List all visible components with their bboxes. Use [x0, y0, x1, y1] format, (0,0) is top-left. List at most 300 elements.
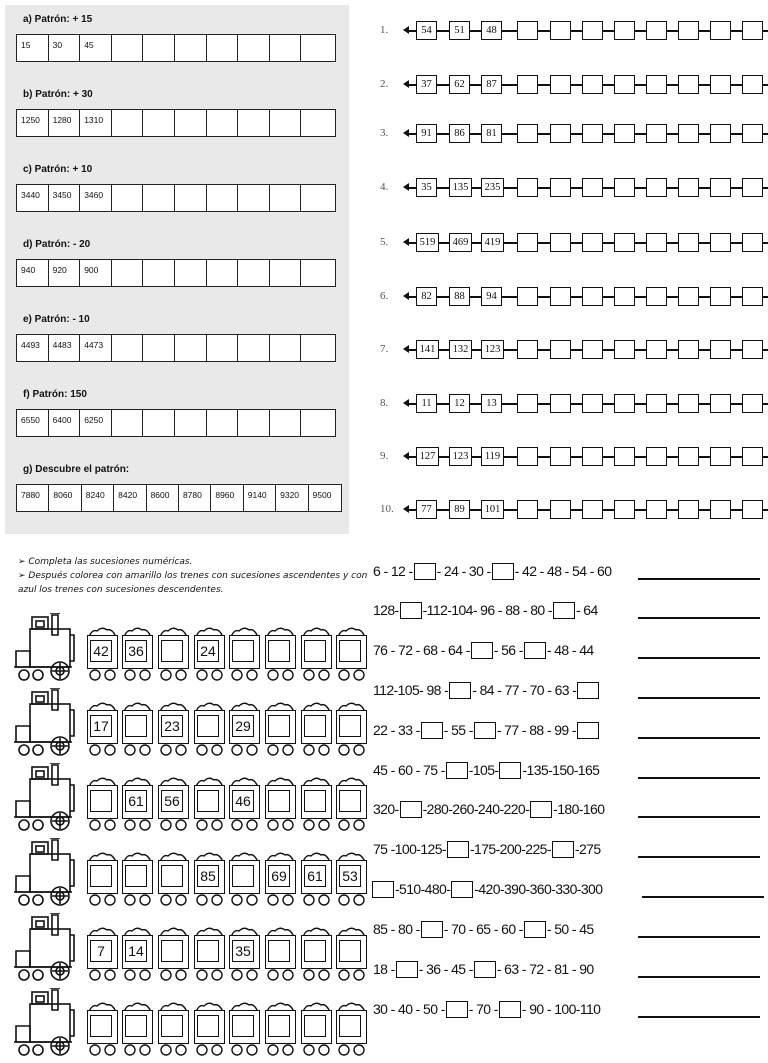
wagon-wheels-icon: [336, 1043, 367, 1055]
sequence-blank-box[interactable]: [446, 762, 468, 779]
number-line-blank[interactable]: [710, 500, 731, 519]
pattern-blank-cell[interactable]: [207, 185, 239, 211]
wagon-wheels-icon: [87, 893, 118, 905]
pattern-value: 30: [49, 35, 81, 61]
pattern-blank-cell[interactable]: [175, 35, 207, 61]
pattern-blank-cell[interactable]: [270, 260, 302, 286]
number-line-blank[interactable]: [614, 287, 635, 306]
number-line-blank[interactable]: [710, 75, 731, 94]
sequence-text: 320-: [373, 801, 399, 817]
sequence-blank-box[interactable]: [421, 921, 443, 938]
train-wagon: [122, 635, 153, 669]
number-line-blank[interactable]: [742, 340, 763, 359]
number-line-blank[interactable]: [710, 124, 731, 143]
wagon-blank[interactable]: [90, 1015, 112, 1037]
number-line-blank[interactable]: [582, 394, 603, 413]
sequence-blank-box[interactable]: [530, 801, 552, 818]
sequence-text: 76 - 72 - 68 - 64 -: [373, 642, 470, 658]
number-line-blank[interactable]: [678, 287, 699, 306]
number-line-blank[interactable]: [550, 447, 571, 466]
wagon-blank[interactable]: [197, 1015, 219, 1037]
pattern-blank-cell[interactable]: [112, 35, 144, 61]
number-line-blank[interactable]: [678, 124, 699, 143]
number-line-blank[interactable]: [614, 21, 635, 40]
pattern-value: 6550: [17, 410, 49, 436]
sequence-row: [373, 678, 600, 702]
number-line-blank[interactable]: [582, 178, 603, 197]
pattern-value: 4493: [17, 335, 49, 361]
pattern-blank-cell[interactable]: [143, 185, 175, 211]
sequence-blank-box[interactable]: [372, 881, 394, 898]
locomotive-icon: [12, 763, 76, 833]
number-line-blank[interactable]: [710, 287, 731, 306]
number-line-blank[interactable]: [582, 75, 603, 94]
pattern-blank-cell[interactable]: [175, 110, 207, 136]
sequence-blank-box[interactable]: [449, 682, 471, 699]
pattern-blank-cell[interactable]: [175, 335, 207, 361]
pattern-blank-cell[interactable]: [301, 185, 333, 211]
wagon-blank[interactable]: [125, 865, 147, 887]
answer-line[interactable]: [638, 737, 760, 739]
number-line: [370, 231, 750, 255]
sequence-text: - 77 - 88 - 99 -: [496, 722, 576, 738]
sequence-text: - 63 - 72 - 81 - 90: [496, 961, 594, 977]
answer-line[interactable]: [638, 697, 760, 699]
number-line-blank[interactable]: [710, 447, 731, 466]
number-line-blank[interactable]: [678, 500, 699, 519]
wagon-wheels-icon: [336, 743, 367, 755]
number-line-blank[interactable]: [582, 287, 603, 306]
pattern-blank-cell[interactable]: [238, 185, 270, 211]
pattern-blank-cell[interactable]: [207, 110, 239, 136]
pattern-blank-cell[interactable]: [301, 110, 333, 136]
arrow-left-icon: [403, 26, 409, 34]
answer-line[interactable]: [638, 578, 760, 580]
wagon-wheels-icon: [158, 968, 189, 980]
train-wagon: [265, 635, 296, 669]
number-line-blank[interactable]: [550, 124, 571, 143]
number-line-blank[interactable]: [646, 340, 667, 359]
train: [12, 763, 358, 833]
pattern-blank-cell[interactable]: [270, 185, 302, 211]
wagon-number: 35: [232, 940, 254, 962]
pattern-blank-cell[interactable]: [207, 260, 239, 286]
answer-line[interactable]: [638, 777, 760, 779]
wagon-blank[interactable]: [304, 1015, 326, 1037]
sequence-blank-box[interactable]: [451, 881, 473, 898]
wagon-wheels-icon: [265, 1043, 296, 1055]
number-line-blank[interactable]: [614, 233, 635, 252]
number-line-blank[interactable]: [678, 447, 699, 466]
wagon-wheels-icon: [229, 893, 260, 905]
wagon-blank[interactable]: [161, 865, 183, 887]
pattern-blank-cell[interactable]: [270, 410, 302, 436]
instruction-line: ➢ Después colorea con amarillo los trenes con sucesiones ascendentes y con: [18, 571, 368, 581]
number-line-blank[interactable]: [614, 75, 635, 94]
sequence-text: - 36 - 45 -: [418, 961, 473, 977]
pattern-blank-cell[interactable]: [175, 410, 207, 436]
train-wagon: [122, 860, 153, 894]
locomotive-icon: [12, 613, 76, 683]
number-line-blank[interactable]: [742, 21, 763, 40]
train-wagon: [158, 860, 189, 894]
pattern-blank-cell[interactable]: [143, 335, 175, 361]
wagon-blank[interactable]: [90, 865, 112, 887]
number-line-blank[interactable]: [517, 500, 538, 519]
number-line-blank[interactable]: [646, 21, 667, 40]
wagon-number: 85: [197, 865, 219, 887]
train-wagon: [194, 935, 225, 969]
number-line-value: 235: [481, 178, 504, 197]
sequence-blank-box[interactable]: [474, 722, 496, 739]
locomotive-icon: [12, 988, 76, 1058]
pattern-blank-cell[interactable]: [301, 35, 333, 61]
pattern-blank-cell[interactable]: [143, 410, 175, 436]
wagon-wheels-icon: [158, 818, 189, 830]
pattern-blank-cell[interactable]: [207, 410, 239, 436]
wagon-wheels-icon: [265, 668, 296, 680]
number-line-blank[interactable]: [550, 21, 571, 40]
pattern-blank-cell[interactable]: [143, 260, 175, 286]
wagon-blank[interactable]: [232, 640, 254, 662]
number-line: [370, 122, 750, 146]
pattern-blank-cell[interactable]: [270, 335, 302, 361]
number-line: [370, 285, 750, 309]
wagon-blank[interactable]: [232, 1015, 254, 1037]
number-line-blank[interactable]: [550, 500, 571, 519]
wagon-blank[interactable]: [268, 640, 290, 662]
locomotive-icon: [12, 913, 76, 983]
arrow-left-icon: [403, 452, 409, 460]
number-line: [370, 19, 750, 43]
sequence-blank-box[interactable]: [421, 722, 443, 739]
sequence-row: [371, 877, 602, 901]
number-line-blank[interactable]: [678, 340, 699, 359]
number-line-blank[interactable]: [517, 75, 538, 94]
number-line-blank[interactable]: [582, 500, 603, 519]
answer-line[interactable]: [638, 617, 760, 619]
wagon-blank[interactable]: [232, 865, 254, 887]
wagon-blank[interactable]: [339, 715, 361, 737]
number-line: [370, 498, 750, 522]
sequence-text: - 48 - 44: [546, 642, 594, 658]
pattern-blank-cell[interactable]: [270, 35, 302, 61]
train-wagon: [229, 935, 260, 969]
wagon-blank[interactable]: [339, 640, 361, 662]
wagon-wheels-icon: [158, 893, 189, 905]
wagon-blank[interactable]: [268, 940, 290, 962]
sequence-blank-box[interactable]: [524, 921, 546, 938]
number-line-blank[interactable]: [710, 178, 731, 197]
number-line-blank[interactable]: [742, 233, 763, 252]
number-line-blank[interactable]: [517, 447, 538, 466]
pattern-value: 8420: [114, 485, 146, 511]
number-line-blank[interactable]: [710, 394, 731, 413]
wagon-wheels-icon: [87, 668, 118, 680]
number-line-blank[interactable]: [517, 124, 538, 143]
pattern-row: [16, 484, 342, 512]
wagon-wheels-icon: [194, 818, 225, 830]
locomotive: [12, 838, 76, 908]
number-line-blank[interactable]: [582, 124, 603, 143]
number-line-value: 81: [481, 124, 502, 143]
pattern-blank-cell[interactable]: [238, 35, 270, 61]
number-line-index: 10.: [380, 503, 394, 515]
number-line-value: 101: [481, 500, 504, 519]
wagon-wheels-icon: [229, 968, 260, 980]
number-line-blank[interactable]: [614, 178, 635, 197]
pattern-value: 1280: [49, 110, 81, 136]
wagon-number: 7: [90, 940, 112, 962]
sequence-row: [373, 797, 604, 821]
pattern-blank-cell[interactable]: [238, 260, 270, 286]
sequence-text: 112-105- 98 -: [373, 682, 449, 698]
pattern-value: 4483: [49, 335, 81, 361]
arrow-left-icon: [403, 80, 409, 88]
number-line-blank[interactable]: [614, 340, 635, 359]
number-line-blank[interactable]: [517, 394, 538, 413]
sequence-blank-box[interactable]: [577, 722, 599, 739]
train-wagon: [336, 785, 367, 819]
number-line-blank[interactable]: [646, 287, 667, 306]
number-line-blank[interactable]: [550, 394, 571, 413]
number-line-blank[interactable]: [646, 75, 667, 94]
number-line-value: 88: [449, 287, 470, 306]
pattern-blank-cell[interactable]: [301, 335, 333, 361]
pattern-blank-cell[interactable]: [112, 185, 144, 211]
number-line-value: 37: [416, 75, 437, 94]
sequence-blank-box[interactable]: [446, 1001, 468, 1018]
pattern-value: 8060: [49, 485, 81, 511]
number-line-blank[interactable]: [614, 124, 635, 143]
sequence-text: 75 -100-125-: [373, 841, 446, 857]
pattern-blank-cell[interactable]: [301, 410, 333, 436]
sequence-blank-box[interactable]: [553, 602, 575, 619]
number-line-blank[interactable]: [646, 394, 667, 413]
number-line-blank[interactable]: [646, 233, 667, 252]
number-line-blank[interactable]: [517, 21, 538, 40]
number-line-blank[interactable]: [517, 178, 538, 197]
instruction-line: azul los trenes con sucesiones descendentes.: [18, 585, 224, 595]
wagon-blank[interactable]: [339, 790, 361, 812]
wagon-wheels-icon: [194, 968, 225, 980]
sequence-row: [373, 957, 594, 981]
wagon-number: 23: [161, 715, 183, 737]
pattern-blank-cell[interactable]: [143, 35, 175, 61]
number-line-blank[interactable]: [550, 287, 571, 306]
number-line-blank[interactable]: [550, 75, 571, 94]
pattern-row: [16, 109, 336, 137]
number-line-blank[interactable]: [614, 447, 635, 466]
number-line-blank[interactable]: [678, 75, 699, 94]
sequence-blank-box[interactable]: [524, 642, 546, 659]
train-wagon: [122, 1010, 153, 1044]
answer-line[interactable]: [638, 936, 760, 938]
number-line-blank[interactable]: [678, 178, 699, 197]
wagon-blank[interactable]: [161, 640, 183, 662]
sequence-blank-box[interactable]: [400, 602, 422, 619]
number-line-blank[interactable]: [742, 500, 763, 519]
wagon-wheels-icon: [265, 743, 296, 755]
number-line-blank[interactable]: [646, 500, 667, 519]
pattern-blank-cell[interactable]: [238, 335, 270, 361]
number-line-blank[interactable]: [614, 394, 635, 413]
pattern-blank-cell[interactable]: [207, 335, 239, 361]
train-wagon: [122, 935, 153, 969]
sequence-blank-box[interactable]: [552, 841, 574, 858]
sequence-blank-box[interactable]: [474, 961, 496, 978]
pattern-blank-cell[interactable]: [112, 260, 144, 286]
number-line-blank[interactable]: [742, 75, 763, 94]
sequence-blank-box[interactable]: [447, 841, 469, 858]
wagon-blank[interactable]: [339, 940, 361, 962]
locomotive: [12, 763, 76, 833]
pattern-blank-cell[interactable]: [175, 185, 207, 211]
wagon-blank[interactable]: [197, 940, 219, 962]
number-line-blank[interactable]: [582, 21, 603, 40]
train-wagon: [194, 785, 225, 819]
number-line-blank[interactable]: [550, 233, 571, 252]
wagon-blank[interactable]: [197, 715, 219, 737]
number-line-index: 1.: [380, 24, 389, 36]
wagon-blank[interactable]: [339, 1015, 361, 1037]
number-line-blank[interactable]: [742, 178, 763, 197]
number-line-blank[interactable]: [742, 124, 763, 143]
number-line-blank[interactable]: [742, 394, 763, 413]
pattern-blank-cell[interactable]: [112, 110, 144, 136]
sequence-blank-box[interactable]: [499, 1001, 521, 1018]
train-wagon: [301, 1010, 332, 1044]
pattern-value: 9320: [276, 485, 308, 511]
pattern-value: 3450: [49, 185, 81, 211]
number-line-blank[interactable]: [710, 233, 731, 252]
answer-line[interactable]: [638, 976, 760, 978]
number-line-value: 91: [416, 124, 437, 143]
pattern-blank-cell[interactable]: [175, 260, 207, 286]
number-line-blank[interactable]: [582, 447, 603, 466]
number-line-blank[interactable]: [742, 287, 763, 306]
wagon-blank[interactable]: [268, 1015, 290, 1037]
pattern-blank-cell[interactable]: [112, 410, 144, 436]
sequence-blank-box[interactable]: [400, 801, 422, 818]
wagon-blank[interactable]: [161, 940, 183, 962]
number-line-blank[interactable]: [582, 233, 603, 252]
wagon-wheels-icon: [194, 1043, 225, 1055]
answer-line[interactable]: [638, 1016, 760, 1018]
train-wagon: [265, 860, 296, 894]
sequence-row: [373, 559, 611, 583]
pattern-value: 6400: [49, 410, 81, 436]
pattern-value: 9500: [312, 490, 332, 500]
wagon-number: 53: [339, 865, 361, 887]
number-line-value: 62: [449, 75, 470, 94]
number-line-blank[interactable]: [678, 394, 699, 413]
sequence-blank-box[interactable]: [414, 563, 436, 580]
train-wagon: [194, 710, 225, 744]
number-line: [370, 176, 750, 200]
number-line-blank[interactable]: [550, 340, 571, 359]
number-line-blank[interactable]: [517, 340, 538, 359]
wagon-blank[interactable]: [125, 1015, 147, 1037]
answer-line[interactable]: [638, 856, 760, 858]
number-line-value: 86: [449, 124, 470, 143]
sequence-text: - 50 - 45: [546, 921, 594, 937]
number-line-blank[interactable]: [517, 233, 538, 252]
answer-line[interactable]: [638, 816, 760, 818]
number-line-blank[interactable]: [710, 21, 731, 40]
wagon-blank[interactable]: [304, 640, 326, 662]
pattern-blank-cell[interactable]: [270, 110, 302, 136]
sequence-text: 128-: [373, 602, 399, 618]
locomotive: [12, 688, 76, 758]
wagon-blank[interactable]: [161, 1015, 183, 1037]
pattern-value: 900: [80, 260, 112, 286]
number-line-blank[interactable]: [646, 447, 667, 466]
sequence-blank-box[interactable]: [499, 762, 521, 779]
sequence-text: - 90 - 100-110: [521, 1001, 601, 1017]
arrow-left-icon: [403, 399, 409, 407]
number-line-blank[interactable]: [742, 447, 763, 466]
wagon-blank[interactable]: [90, 790, 112, 812]
sequence-blank-box[interactable]: [471, 642, 493, 659]
number-line-blank[interactable]: [517, 287, 538, 306]
train-wagon: [194, 1010, 225, 1044]
sequence-text: - 64: [575, 602, 598, 618]
number-line-index: 2.: [380, 78, 389, 90]
sequence-blank-box[interactable]: [492, 563, 514, 580]
wagon-blank[interactable]: [125, 715, 147, 737]
number-line-blank[interactable]: [646, 178, 667, 197]
number-line-blank[interactable]: [582, 340, 603, 359]
arrow-left-icon: [403, 238, 409, 246]
number-line-blank[interactable]: [710, 340, 731, 359]
wagon-blank[interactable]: [268, 715, 290, 737]
pattern-blank-cell[interactable]: [207, 35, 239, 61]
answer-line[interactable]: [638, 657, 760, 659]
number-line-blank[interactable]: [678, 21, 699, 40]
number-line-value: 54: [416, 21, 437, 40]
number-line-blank[interactable]: [614, 500, 635, 519]
train-wagon: [336, 635, 367, 669]
wagon-blank[interactable]: [304, 715, 326, 737]
wagon-blank[interactable]: [304, 790, 326, 812]
pattern-blank-cell[interactable]: [143, 110, 175, 136]
number-line-blank[interactable]: [646, 124, 667, 143]
wagon-blank[interactable]: [197, 790, 219, 812]
wagon-wheels-icon: [336, 893, 367, 905]
pattern-blank-cell[interactable]: [238, 410, 270, 436]
train-wagon: [336, 935, 367, 969]
sequence-blank-box[interactable]: [396, 961, 418, 978]
sequence-row: [373, 638, 594, 662]
train-wagon: [158, 635, 189, 669]
pattern-blank-cell[interactable]: [301, 260, 333, 286]
sequence-text: -175-200-225-: [469, 841, 551, 857]
number-line-value: 48: [481, 21, 502, 40]
wagon-wheels-icon: [265, 968, 296, 980]
sequence-blank-box[interactable]: [577, 682, 599, 699]
train-wagon: [336, 860, 367, 894]
wagon-blank[interactable]: [268, 790, 290, 812]
answer-line[interactable]: [642, 896, 764, 898]
pattern-blank-cell[interactable]: [112, 335, 144, 361]
sequence-row: [373, 758, 599, 782]
number-line-blank[interactable]: [550, 178, 571, 197]
pattern-row: [16, 409, 336, 437]
pattern-blank-cell[interactable]: [238, 110, 270, 136]
number-line-blank[interactable]: [678, 233, 699, 252]
wagon-blank[interactable]: [304, 940, 326, 962]
